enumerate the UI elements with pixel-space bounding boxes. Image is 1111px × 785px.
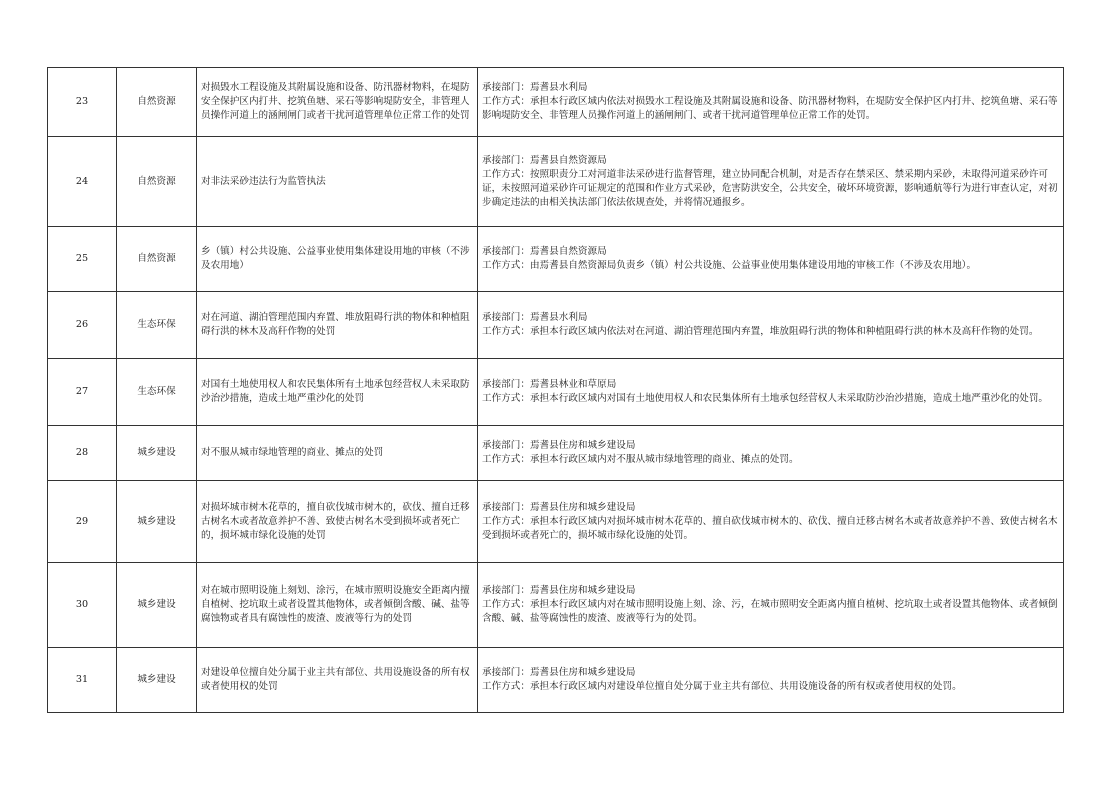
work-method: 工作方式：承担本行政区域内对不服从城市绿地管理的商业、摊点的处罚。 xyxy=(482,454,799,465)
item-description: 对损毁水工程设施及其附属设施和设备、防汛器材物料，在堤防安全保护区内打井、挖筑鱼塘、采石等影响堤防安全，非管理人员操作河道上的涵闸闸门或者干扰河道管理单位正常工作的处罚 xyxy=(197,68,478,137)
department-name: 承接部门：焉耆县自然资源局 xyxy=(482,154,607,166)
department-cell xyxy=(478,563,1064,648)
item-description: 乡（镇）村公共设施、公益事业使用集体建设用地的审核（不涉及农用地） xyxy=(197,227,478,292)
item-number: 28 xyxy=(48,426,117,481)
work-method: 工作方式：承担本行政区域内对建设单位擅自处分属于业主共有部位、共用设施设备的所有权或者使用权的处罚。 xyxy=(482,681,962,692)
item-description: 对不服从城市绿地管理的商业、摊点的处罚 xyxy=(197,426,478,481)
item-description: 对非法采砂违法行为监管执法 xyxy=(197,137,478,227)
item-description: 对建设单位擅自处分属于业主共有部位、共用设施设备的所有权或者使用权的处罚 xyxy=(197,648,478,713)
department-name: 承接部门：焉耆县水利局 xyxy=(482,82,588,93)
item-number: 24 xyxy=(48,137,117,227)
item-category: 自然资源 xyxy=(117,68,197,137)
table-row xyxy=(48,227,1064,292)
department-name: 承接部门：焉耆县住房和城乡建设局 xyxy=(482,667,636,678)
item-category: 城乡建设 xyxy=(117,426,197,481)
department-cell xyxy=(478,68,1064,137)
table-row xyxy=(48,68,1064,137)
department-name: 承接部门：焉耆县林业和草原局 xyxy=(482,379,617,390)
work-method: 工作方式：承担本行政区域内依法对在河道、湖泊管理范围内弃置，堆放阻碍行洪的物体和种植阻碍行洪的林木及高秆作物的处罚。 xyxy=(482,326,1039,337)
item-description: 对在城市照明设施上刻划、涂污，在城市照明设施安全距离内擅自植树、挖坑取土或者设置其他物体，或者倾倒含酸、碱、盐等腐蚀物或者具有腐蚀性的废渣、废液等行为的处罚 xyxy=(197,563,478,648)
department-name: 承接部门：焉耆县住房和城乡建设局 xyxy=(482,440,636,451)
department-name: 承接部门：焉耆县住房和城乡建设局 xyxy=(482,585,636,596)
work-method: 工作方式：承担本行政区域内对国有土地使用权人和农民集体所有土地承包经营权人未采取防沙治沙措施，造成土地严重沙化的处罚。 xyxy=(482,393,1049,404)
item-category: 自然资源 xyxy=(117,137,197,227)
work-method: 工作方式：承担本行政区域内依法对损毁水工程设施及其附属设施和设备、防汛器材物料，在堤防安全保护区内打井、挖筑鱼塘、采石等影响堤防安全、非管理人员操作河道上的涵闸闸门、或者干扰河道管理单位正常工作的处罚。 xyxy=(482,96,1058,121)
department-cell xyxy=(478,137,1064,227)
department-name: 承接部门：焉耆县水利局 xyxy=(482,312,588,323)
item-number: 26 xyxy=(48,292,117,359)
table-row xyxy=(48,359,1064,426)
department-cell xyxy=(478,227,1064,292)
department-cell xyxy=(478,292,1064,359)
table-row xyxy=(48,563,1064,648)
item-number: 30 xyxy=(48,563,117,648)
item-number: 31 xyxy=(48,648,117,713)
item-description: 对在河道、湖泊管理范围内弃置、堆放阻碍行洪的物体和种植阻碍行洪的林木及高秆作物的处罚 xyxy=(197,292,478,359)
department-cell xyxy=(478,648,1064,713)
table-row xyxy=(48,137,1064,227)
item-category: 城乡建设 xyxy=(117,648,197,713)
work-method: 工作方式：承担本行政区域内对在城市照明设施上刻、涂、污，在城市照明安全距离内擅自植树、挖坑取土或者设置其他物体、或者倾倒含酸、碱、盐等腐蚀性的废渣、废液等行为的处罚。 xyxy=(482,599,1058,624)
item-description: 对国有土地使用权人和农民集体所有土地承包经营权人未采取防沙治沙措施，造成土地严重沙化的处罚 xyxy=(197,359,478,426)
item-number: 27 xyxy=(48,359,117,426)
item-category: 城乡建设 xyxy=(117,563,197,648)
table-row xyxy=(48,481,1064,563)
item-category: 生态环保 xyxy=(117,292,197,359)
department-cell xyxy=(478,426,1064,481)
items-table xyxy=(47,67,1064,713)
table-row xyxy=(48,292,1064,359)
item-category: 城乡建设 xyxy=(117,481,197,563)
department-name: 承接部门：焉耆县住房和城乡建设局 xyxy=(482,501,636,513)
item-number: 29 xyxy=(48,481,117,563)
table-row xyxy=(48,648,1064,713)
item-description: 对损坏城市树木花草的，擅自砍伐城市树木的，砍伐、擅自迁移古树名木或者故意养护不善、致使古树名木受到损坏或者死亡的，损坏城市绿化设施的处罚 xyxy=(197,481,478,563)
item-category: 生态环保 xyxy=(117,359,197,426)
item-number: 25 xyxy=(48,227,117,292)
item-number: 23 xyxy=(48,68,117,137)
department-cell xyxy=(478,481,1064,563)
work-method: 工作方式：由焉耆县自然资源局负责乡（镇）村公共设施、公益事业使用集体建设用地的审核工作（不涉及农用地）。 xyxy=(482,260,977,271)
table-row xyxy=(48,426,1064,481)
department-cell xyxy=(478,359,1064,426)
work-method: 工作方式：按照职责分工对河道非法采砂进行监督管理，建立协同配合机制，对是否存在禁采区、禁采期内采砂，未取得河道采砂许可证，未按照河道采砂许可证规定的范围和作业方式采砂，危害防洪安全，公共安全，破坏环境资源，影响通航等行为进行审查认定，对初步确定违法的由相关执法部门依法依规查处，并将情况通报乡。 xyxy=(482,168,1058,208)
department-name: 承接部门：焉耆县自然资源局 xyxy=(482,246,607,257)
work-method: 工作方式：承担本行政区域内对损坏城市树木花草的、擅自砍伐城市树木的、砍伐、擅自迁移古树名木或者故意养护不善、致使古树名木受到损坏或者死亡的，损坏城市绿化设施的处罚。 xyxy=(482,515,1058,541)
item-category: 自然资源 xyxy=(117,227,197,292)
